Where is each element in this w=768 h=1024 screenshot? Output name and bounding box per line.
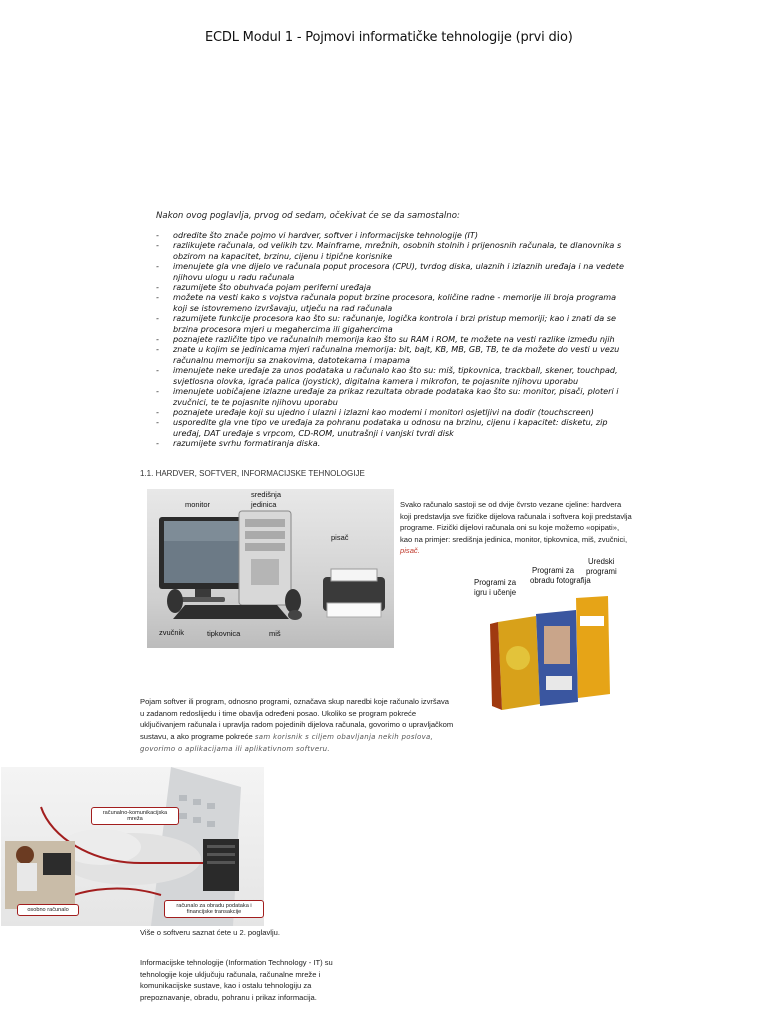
software-paragraph-italic: sam korisnik s ciljem obavljanja nekih poslova, govorimo o aplikacijama ili aplikativnom softveru. bbox=[140, 732, 434, 754]
software-paragraph bbox=[140, 696, 455, 756]
label-printer: pisač bbox=[331, 533, 349, 542]
hardware-paragraph-accent: pisač. bbox=[400, 546, 420, 556]
list-item: - usporedite gla vne tipo ve uređaja za pohranu podataka u odnosu na brzinu, cijenu i kapacitet: disketu, zip uređaj, DAT uređaje s vrpcom, CD-ROM, unutrašnji i vanjski tvrdi disk bbox=[156, 417, 626, 438]
label-cpu-line2: jedinica bbox=[251, 500, 277, 509]
list-item: - razlikujete računala, od velikih tzv. Mainframe, mrežnih, osobnih stolnih i prijenosnih računala, te dlanovnika s obzirom na kapacitet, brzinu, cijenu i tipične korisnike bbox=[156, 240, 626, 261]
list-item: - razumijete što obuhvaća pojam periferni uređaja bbox=[156, 282, 626, 292]
list-item: - razumijete funkcije procesora kao što su: računanje, logička kontrola i brzi pristup memoriji; kao i znati da se brzina procesora mjeri u megahercima ili gigahercima bbox=[156, 313, 626, 334]
list-item: - znate u kojim se jedinicama mjeri računalna memorija: bit, bajt, KB, MB, GB, TB, te da možete do vesti u vezu računalnu memoriju sa znakovima, datotekama i mapama bbox=[156, 344, 626, 365]
hardware-paragraph bbox=[400, 499, 632, 557]
section-heading: 1.1. HARDVER, SOFTVER, INFORMACIJSKE TEHNOLOGIJE bbox=[140, 469, 365, 478]
list-item: - poznajete uređaje koji su ujedno i ulazni i izlazni kao modemi i monitori osjetljivi na dodir (touchscreen) bbox=[156, 407, 626, 417]
label-keyboard: tipkovnica bbox=[207, 629, 241, 638]
list-item: - imenujete uobičajene izlazne uređaje za prikaz rezultata obrade podataka kao što su: monitor, pisači, ploteri i zvučnici, te te pojasnite njihovu uporabu bbox=[156, 386, 626, 407]
label-photo-line1: Programi za bbox=[532, 566, 575, 575]
page-title: ECDL Modul 1 - Pojmovi informatičke tehnologije (prvi dio) bbox=[205, 30, 573, 45]
label-cpu-line1: središnja bbox=[251, 490, 282, 499]
list-item: - razumijete svrhu formatiranja diska. bbox=[156, 438, 626, 448]
hardware-illustration bbox=[147, 489, 394, 648]
list-item: - imenujete gla vne dijelo ve računala poput procesora (CPU), tvrdog diska, ulaznih i izlaznih uređaja i na vedete njihovu ulogu u radu računala bbox=[156, 261, 626, 282]
more-software-note: Više o softveru saznat ćete u 2. poglavlju. bbox=[140, 928, 281, 937]
label-speaker: zvučnik bbox=[159, 628, 185, 637]
label-monitor: monitor bbox=[185, 500, 211, 509]
hardware-figure bbox=[147, 489, 394, 648]
list-item: - poznajete različite tipo ve računalnih memorija kao što su RAM i ROM, te možete na vesti razlike između njih bbox=[156, 334, 626, 344]
list-item: - imenujete neke uređaje za unos podataka u računalo kao što su: miš, tipkovnica, trackball, skener, touchpad, svjetlosna olovka, igraća palica (joystick), digitalna kamera i mikrofon, te pojasnite njihovu uporabu bbox=[156, 365, 626, 386]
label-network: računalno-komunikacijska mreža bbox=[91, 807, 179, 825]
software-paragraph-text: Pojam softver ili program, odnosno programi, označava skup naredbi koje računalo izvršava u zadanom redoslijedu i time obavlja određeni posao. Ukoliko se program pokreće uključivanjem računala i upravlja radom pojedinih dijelova računala, govorimo o upravljačkom sustavu, a ako programe pokreće bbox=[140, 697, 454, 741]
objectives-list bbox=[156, 230, 626, 449]
list-item: - odredite što znače pojmo vi hardver, softver i informacijske tehnologije (IT) bbox=[156, 230, 626, 240]
label-mouse: miš bbox=[269, 629, 281, 638]
label-server: računalo za obradu podataka i financijske transakcije bbox=[164, 900, 264, 918]
label-games-line1: Programi za bbox=[474, 578, 517, 587]
label-photo-line2: obradu fotografija bbox=[530, 576, 591, 585]
network-figure bbox=[1, 767, 264, 926]
chapter-intro: Nakon ovog poglavlja, prvog od sedam, očekivat će se da samostalno: bbox=[156, 211, 460, 221]
label-games-line2: igru i učenje bbox=[474, 588, 517, 597]
label-office-line1: Uredski bbox=[588, 557, 615, 566]
hardware-paragraph-text: Svako računalo sastoji se od dvije čvrsto vezane cjeline: hardvera koji predstavlja sve fizičke dijelova računala i softvera koji predstavlja programe. Fizički dijelovi računala oni su koje možemo «opipati», kao na primjer: središnja jedinica, monitor, tipkovnica, miš, zvučnici, bbox=[400, 500, 632, 544]
it-paragraph: Informacijske tehnologije (Information Technology - IT) su tehnologije koje uključuju računala, računalne mreže i komunikacijske sustave, kao i ostalu tehnologiju za prepoznavanje, obradu, pohranu i prikaz informacija. bbox=[140, 958, 333, 1002]
software-figure bbox=[468, 554, 622, 713]
label-office-line2: programi bbox=[586, 567, 617, 576]
label-pc: osobno računalo bbox=[17, 904, 79, 916]
list-item: - možete na vesti kako s vojstva računala poput brzine procesora, količine radne - memorije ili broja programa koji se istovremeno izvršavaju, utječu na rad računala bbox=[156, 292, 626, 313]
